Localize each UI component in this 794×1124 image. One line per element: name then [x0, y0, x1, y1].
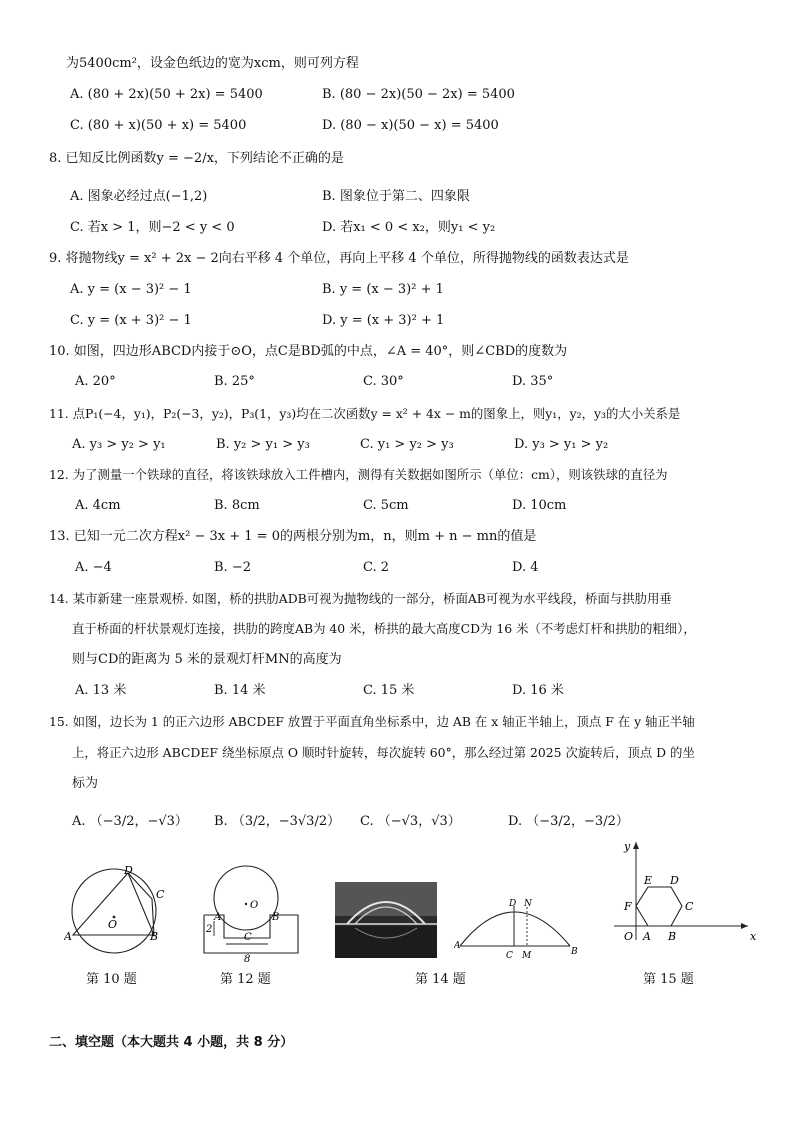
q8-option-b: B. 图象位于第二、四象限	[322, 189, 470, 204]
figure-10-caption: 第 10 题	[86, 972, 137, 987]
q13-option-d: D. 4	[512, 560, 539, 575]
fig12-label-width: 8	[244, 954, 251, 965]
fig12-center-point	[245, 903, 247, 905]
q15-stem-line2: 上，将正六边形 ABCDEF 绕坐标原点 O 顺时针旋转，每次旋转 60°，那么经过第 2025 次旋转后，顶点 D 的坐	[72, 745, 695, 760]
q13-option-a: A. −4	[75, 560, 112, 575]
figure-10-circle-quadrilateral	[64, 866, 174, 956]
q9-option-a: A. y = (x − 3)² − 1	[70, 282, 192, 297]
q9-option-c: C. y = (x + 3)² − 1	[70, 313, 192, 328]
q12-option-c: C. 5cm	[363, 498, 409, 513]
fig15-label-c: C	[685, 900, 694, 913]
q7-continuation: 为5400cm²，设金色纸边的宽为xcm，则可列方程	[66, 56, 359, 71]
q15-stem-line3: 标为	[72, 776, 99, 791]
section-2-heading: 二、填空题（本大题共 4 小题，共 8 分）	[49, 1035, 294, 1050]
fig14-photo-water	[335, 926, 437, 958]
fig14-label-c: C	[506, 951, 513, 961]
q14-stem-line2: 直于桥面的杆状景观灯连接，拱肋的跨度AB为 40 米，桥拱的最大高度CD为 16 米（不考虑灯杆和拱肋的粗细），	[72, 621, 696, 636]
fig15-hexagon	[636, 887, 682, 926]
fig15-label-d: D	[670, 874, 679, 887]
fig15-label-x: x	[750, 930, 757, 943]
q15-stem-line1: 15. 如图，边长为 1 的正六边形 ABCDEF 放置于平面直角坐标系中，边 AB 在 x 轴正半轴上，顶点 F 在 y 轴正半轴	[49, 714, 695, 729]
q14-stem-line3: 则与CD的距离为 5 米的景观灯杆MN的高度为	[72, 652, 342, 667]
fig12-label-b: B	[272, 912, 280, 923]
fig15-label-e: E	[644, 874, 653, 887]
fig14-label-d: D	[509, 899, 517, 909]
q12-stem: 12. 为了测量一个铁球的直径，将该铁球放入工件槽内，测得有关数据如图所示（单位：cm），则该铁球的直径为	[49, 467, 668, 482]
fig10-label-d: D	[124, 866, 133, 877]
q10-option-b: B. 25°	[214, 374, 255, 389]
q10-stem: 10. 如图，四边形ABCD内接于⊙O，点C是BD弧的中点，∠A = 40°，则∠CBD的度数为	[49, 344, 568, 359]
q9-option-b: B. y = (x − 3)² + 1	[322, 282, 444, 297]
fig15-label-a: A	[643, 930, 651, 943]
q10-option-d: D. 35°	[512, 374, 554, 389]
fig12-label-c: C	[244, 932, 252, 943]
q12-option-a: A. 4cm	[75, 498, 121, 513]
q10-option-c: C. 30°	[363, 374, 404, 389]
fig15-x-arrow	[741, 923, 748, 929]
q15-option-c: C. （−√3，√3）	[360, 814, 461, 829]
q11-stem: 11. 点P₁(−4，y₁)，P₂(−3，y₂)，P₃(1，y₃)均在二次函数y = x² + 4x − m的图象上，则y₁，y₂，y₃的大小关系是	[49, 406, 681, 421]
q7-option-a: A. (80 + 2x)(50 + 2x) = 5400	[70, 87, 263, 102]
q12-option-b: B. 8cm	[214, 498, 260, 513]
q8-option-c: C. 若x > 1，则−2 < y < 0	[70, 220, 235, 235]
fig14-label-n: N	[524, 899, 532, 909]
q14-option-a: A. 13 米	[75, 683, 127, 698]
q13-option-c: C. 2	[363, 560, 390, 575]
q15-option-d: D. （−3/2，−3/2）	[508, 814, 629, 829]
fig12-label-a: A	[214, 912, 222, 923]
fig10-label-c: C	[156, 888, 165, 901]
fig14-label-a: A	[454, 941, 461, 951]
q8-option-a: A. 图象必经过点(−1,2)	[70, 189, 208, 204]
fig10-label-o: O	[108, 918, 118, 931]
q15-option-a: A. （−3/2，−√3）	[72, 814, 188, 829]
q7-option-d: D. (80 − x)(50 − x) = 5400	[322, 118, 499, 133]
q14-option-b: B. 14 米	[214, 683, 266, 698]
fig10-label-a: A	[64, 930, 72, 943]
q15-option-b: B. （3/2，−3√3/2）	[214, 814, 341, 829]
figure-14-bridge-photo	[335, 882, 437, 958]
q13-option-b: B. −2	[214, 560, 251, 575]
q11-option-d: D. y₃ > y₁ > y₂	[514, 437, 609, 452]
q14-stem-line1: 14. 某市新建一座景观桥. 如图，桥的拱肋ADB可视为抛物线的一部分，桥面AB可视为水平线段，桥面与拱肋用垂	[49, 591, 672, 606]
fig15-y-arrow	[633, 842, 639, 849]
figure-12-ball-in-groove	[200, 858, 310, 968]
q11-option-b: B. y₂ > y₁ > y₃	[216, 437, 310, 452]
fig10-label-b: B	[150, 930, 159, 943]
figure-14-caption: 第 14 题	[415, 972, 466, 987]
figure-12-caption: 第 12 题	[220, 972, 271, 987]
q9-option-d: D. y = (x + 3)² + 1	[322, 313, 445, 328]
q8-stem: 8. 已知反比例函数y = −2/x，下列结论不正确的是	[49, 151, 344, 166]
q7-option-c: C. (80 + x)(50 + x) = 5400	[70, 118, 247, 133]
fig15-label-b: B	[668, 930, 677, 943]
q12-option-d: D. 10cm	[512, 498, 567, 513]
fig12-label-o: O	[250, 900, 259, 911]
fig14-label-b: B	[571, 947, 578, 957]
q13-stem: 13. 已知一元二次方程x² − 3x + 1 = 0的两根分别为m，n，则m + n − mn的值是	[49, 529, 537, 544]
q11-option-a: A. y₃ > y₂ > y₁	[72, 437, 166, 452]
figure-15-caption: 第 15 题	[643, 972, 694, 987]
figure-14-parabola-diagram	[454, 896, 580, 964]
q14-option-d: D. 16 米	[512, 683, 564, 698]
fig14-arch	[460, 912, 570, 946]
figure-15-hexagon-coordinates	[610, 836, 760, 946]
fig14-label-m: M	[522, 951, 532, 961]
q9-stem: 9. 将抛物线y = x² + 2x − 2向右平移 4 个单位，再向上平移 4 个单位，所得抛物线的函数表达式是	[49, 251, 629, 266]
fig12-label-depth: 2	[206, 924, 213, 935]
q14-option-c: C. 15 米	[363, 683, 415, 698]
q8-option-d: D. 若x₁ < 0 < x₂，则y₁ < y₂	[322, 220, 496, 235]
fig10-diagonal-bd	[128, 873, 154, 935]
q7-option-b: B. (80 − 2x)(50 − 2x) = 5400	[322, 87, 515, 102]
fig15-label-f: F	[624, 900, 632, 913]
q10-option-a: A. 20°	[75, 374, 116, 389]
fig15-label-y: y	[624, 840, 631, 853]
fig14-photo-sky	[335, 882, 437, 916]
q11-option-c: C. y₁ > y₂ > y₃	[360, 437, 454, 452]
fig15-label-o: O	[624, 930, 634, 943]
